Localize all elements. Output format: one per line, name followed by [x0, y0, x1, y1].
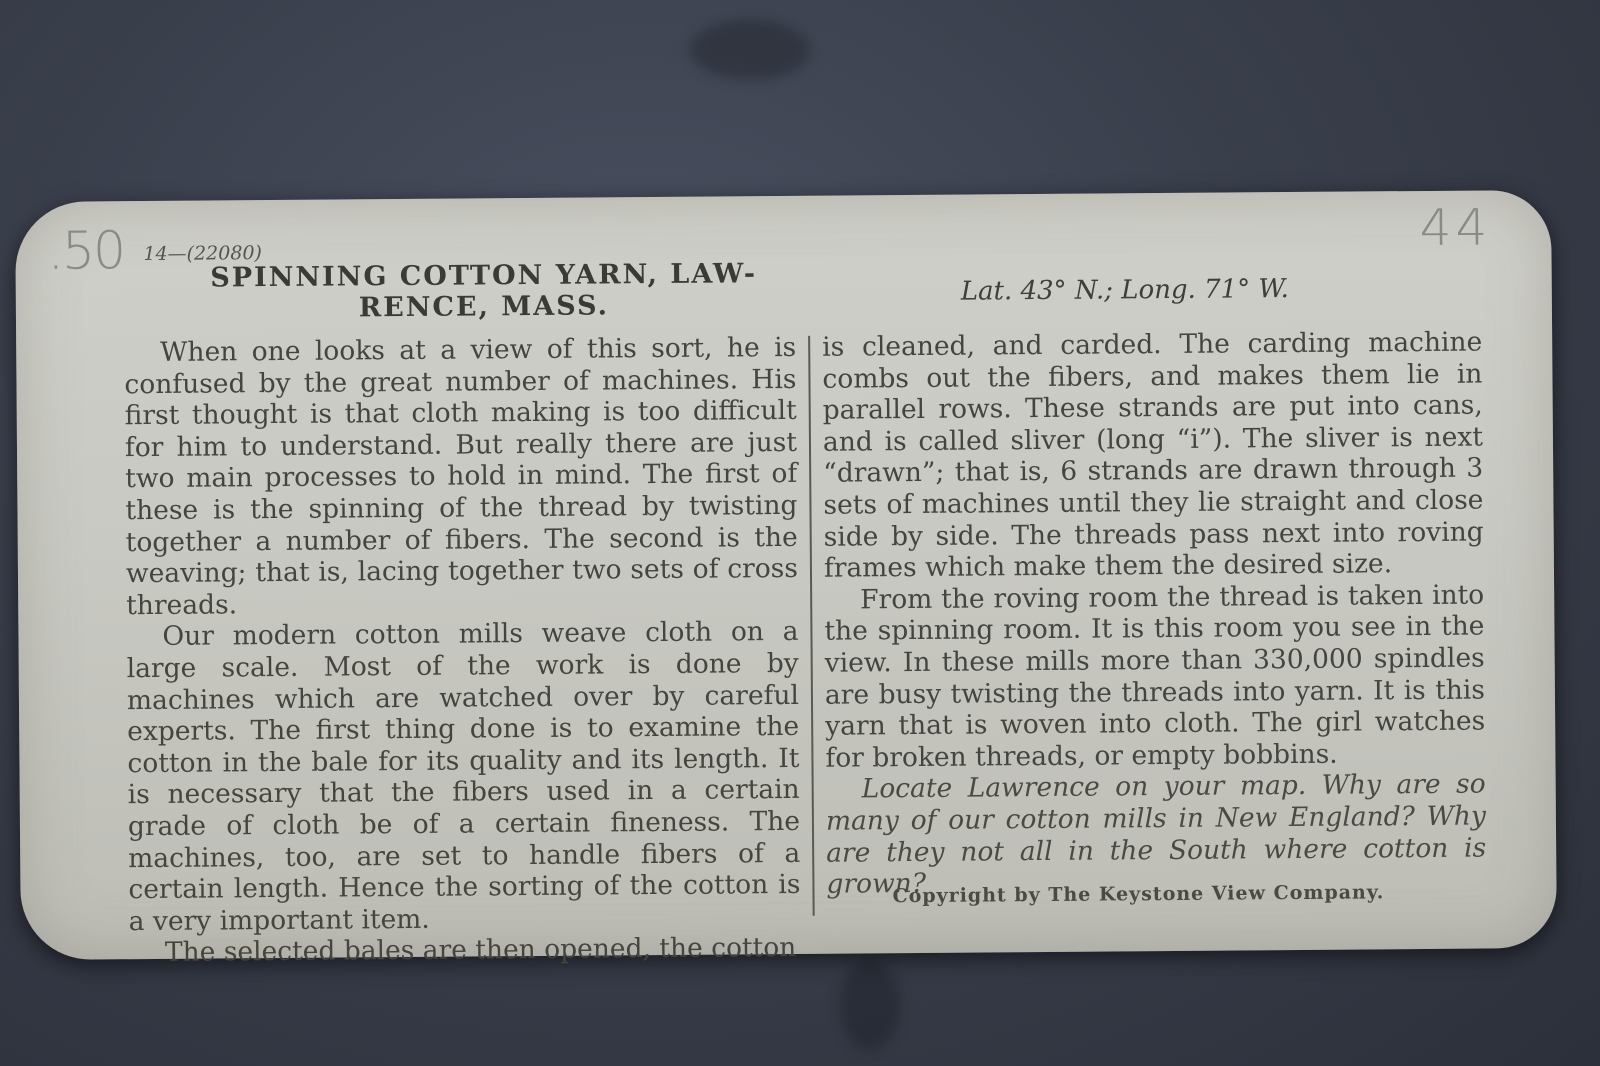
left-paragraph-1: When one looks at a view of this sort, he is confused by the great number of machines. His first thought is that cloth making is too difficult for him to understand. But really there are just two main processes to hold in mind. The first of these is the spinning of the thread by twisting together a number of fibers. The second is the weaving; that is, lacing together two sets of cross threads.: [124, 331, 799, 621]
coordinates: Lat. 43° N.; Long. 71° W.: [960, 274, 1289, 307]
card-title: [164, 258, 804, 325]
column-divider: [808, 336, 815, 916]
background-smudge: [840, 960, 900, 1050]
right-paragraph-1: is cleaned, and carded. The carding machine combs out the fibers, and makes them lie in parallel rows. These strands are put into cans, and is called sliver (long “i”). The sliver is next “drawn”; that is, 6 strands are drawn through 3 sets of machines until they lie straight and close side by side. The threads pass next into roving frames which make them the desired size.: [822, 326, 1484, 584]
study-question: Locate Lawrence on your map. Why are so many of our cotton mills in New England? Why are they not all in the South where cotton is grown?: [825, 768, 1487, 900]
stereoview-card-back: [15, 190, 1557, 969]
left-text-column: [124, 332, 801, 969]
title-line-1: SPINNING COTTON YARN, LAW-: [210, 258, 758, 294]
copyright-notice: Copyright by The Keystone View Company.: [892, 881, 1385, 908]
title-line-2: RENCE, MASS.: [358, 290, 610, 324]
background-smudge: [690, 20, 810, 80]
catalog-number: 14—(22080): [143, 242, 262, 266]
pencil-number-mark: 44: [1419, 198, 1492, 258]
right-text-column: [822, 327, 1486, 901]
left-paragraph-3: The selected bales are then opened, the cotton: [164, 932, 797, 969]
pencil-price-mark: .50: [47, 221, 125, 282]
right-paragraph-2: From the roving room the thread is taken into the spinning room. It is this room you see in the view. In these mills more than 330,000 spindles are busy twisting the threads into yarn. It is this yarn that is woven into cloth. The girl watches for broken threads, or empty bobbins.: [824, 579, 1486, 774]
left-paragraph-2: Our modern cotton mills weave cloth on a large scale. Most of the work is done by machines which are watched over by careful experts. The first thing done is to examine the cotton in the bale for its quality and its length. It is necessary that the fibers used in a certain grade of cloth be of a certain fineness. The machines, too, are set to handle fibers of a certain length. Hence the sorting of the cotton is a very important item.: [126, 616, 801, 937]
